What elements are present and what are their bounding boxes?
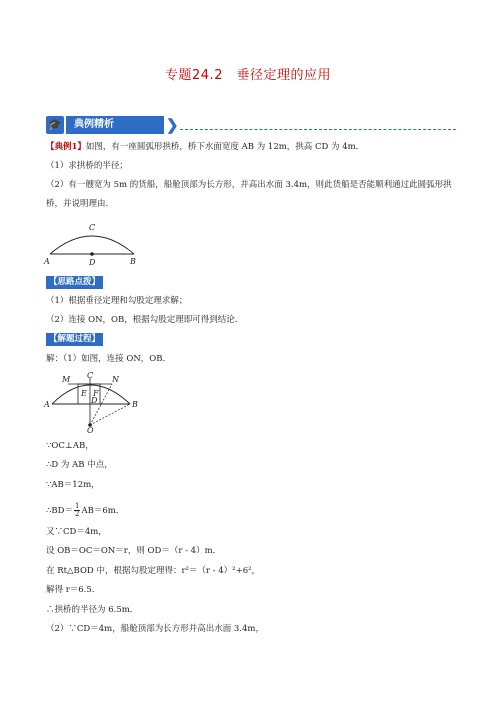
solution-line-0: 解：（1）如图，连接 ON，OB． [46, 354, 171, 364]
solution-line-3: ∵AB＝12m， [46, 480, 100, 490]
label-n: N [112, 375, 119, 384]
divider [180, 129, 456, 130]
hint-tag: 【思路点拨】 [46, 276, 103, 289]
example-tag: 【典例1】 [46, 142, 86, 152]
chevron-right-icon: ❯ [166, 116, 179, 134]
hint-line-2: （2）连接 ON，OB，根据勾股定理即可得到结论． [46, 315, 244, 325]
question-2b: 桥，并说明理由． [46, 199, 115, 209]
solution-line-9: ∴拱桥的半径为 6.5m． [46, 605, 139, 615]
solution-line-1: ∵OC⊥AB， [46, 441, 94, 451]
question-1: （1）求拱桥的半径； [46, 161, 128, 171]
label-a: A [44, 257, 50, 266]
solution-line-4 [46, 503, 124, 518]
solution-tag: 【解题过程】 [46, 333, 103, 346]
point-d [90, 252, 94, 256]
solution-line-8: 解得 r＝6.5． [46, 585, 101, 595]
circle-figure [40, 370, 150, 434]
label-c: C [89, 223, 96, 232]
solution-line-2: ∴D 为 AB 中点， [46, 460, 113, 470]
fraction-half [74, 503, 80, 518]
label-e: E [81, 389, 87, 398]
label-m: M [62, 375, 71, 384]
solution-line-6: 设 OB＝OC＝ON＝r，则 OD＝（r - 4）m． [46, 546, 222, 556]
example-line [46, 142, 364, 153]
label-b: B [130, 257, 136, 266]
section-label: 典例精析 [66, 116, 164, 134]
label-b2: B [132, 400, 138, 409]
fraction-denominator: 2 [74, 510, 80, 518]
solution-tag-line [46, 333, 103, 346]
label-a2: A [44, 400, 50, 409]
fraction-numerator: 1 [74, 502, 80, 510]
hint-line-1: （1）根据垂径定理和勾股定理求解； [46, 296, 188, 306]
bd-suffix: AB＝6m． [81, 506, 125, 516]
label-d2: D [91, 396, 98, 405]
bd-prefix: ∴BD＝ [46, 506, 73, 516]
hint-tag-line [46, 276, 103, 289]
question-2a: （2）有一艘宽为 5m 的货船，船舱顶部为长方形，并高出水面 3.4m，则此货船是否能顺利通过此圆弧形拱 [46, 180, 452, 190]
example-text: 如图，有一座圆弧形拱桥，桥下水面宽度 AB 为 12m，拱高 CD 为 4m． [85, 142, 365, 152]
arch-arc [50, 236, 134, 254]
label-d: D [89, 258, 96, 267]
section-header [46, 116, 456, 134]
arch-figure [40, 220, 150, 268]
label-o: O [87, 426, 94, 434]
page-title: 专题24.2 垂径定理的应用 [165, 68, 331, 83]
graduation-cap-icon: 🎓 [46, 116, 64, 134]
solution-line-10: （2）∵CD＝4m，船舱顶部为长方形并高出水面 3.4m， [46, 624, 264, 634]
solution-line-7: 在 Rt△BOD 中，根据勾股定理得：r²＝（r - 4）²+6²， [46, 566, 261, 576]
label-c2: C [87, 371, 94, 380]
solution-line-5: 又∵CD＝4m， [46, 527, 107, 537]
label-f: F [93, 389, 99, 398]
